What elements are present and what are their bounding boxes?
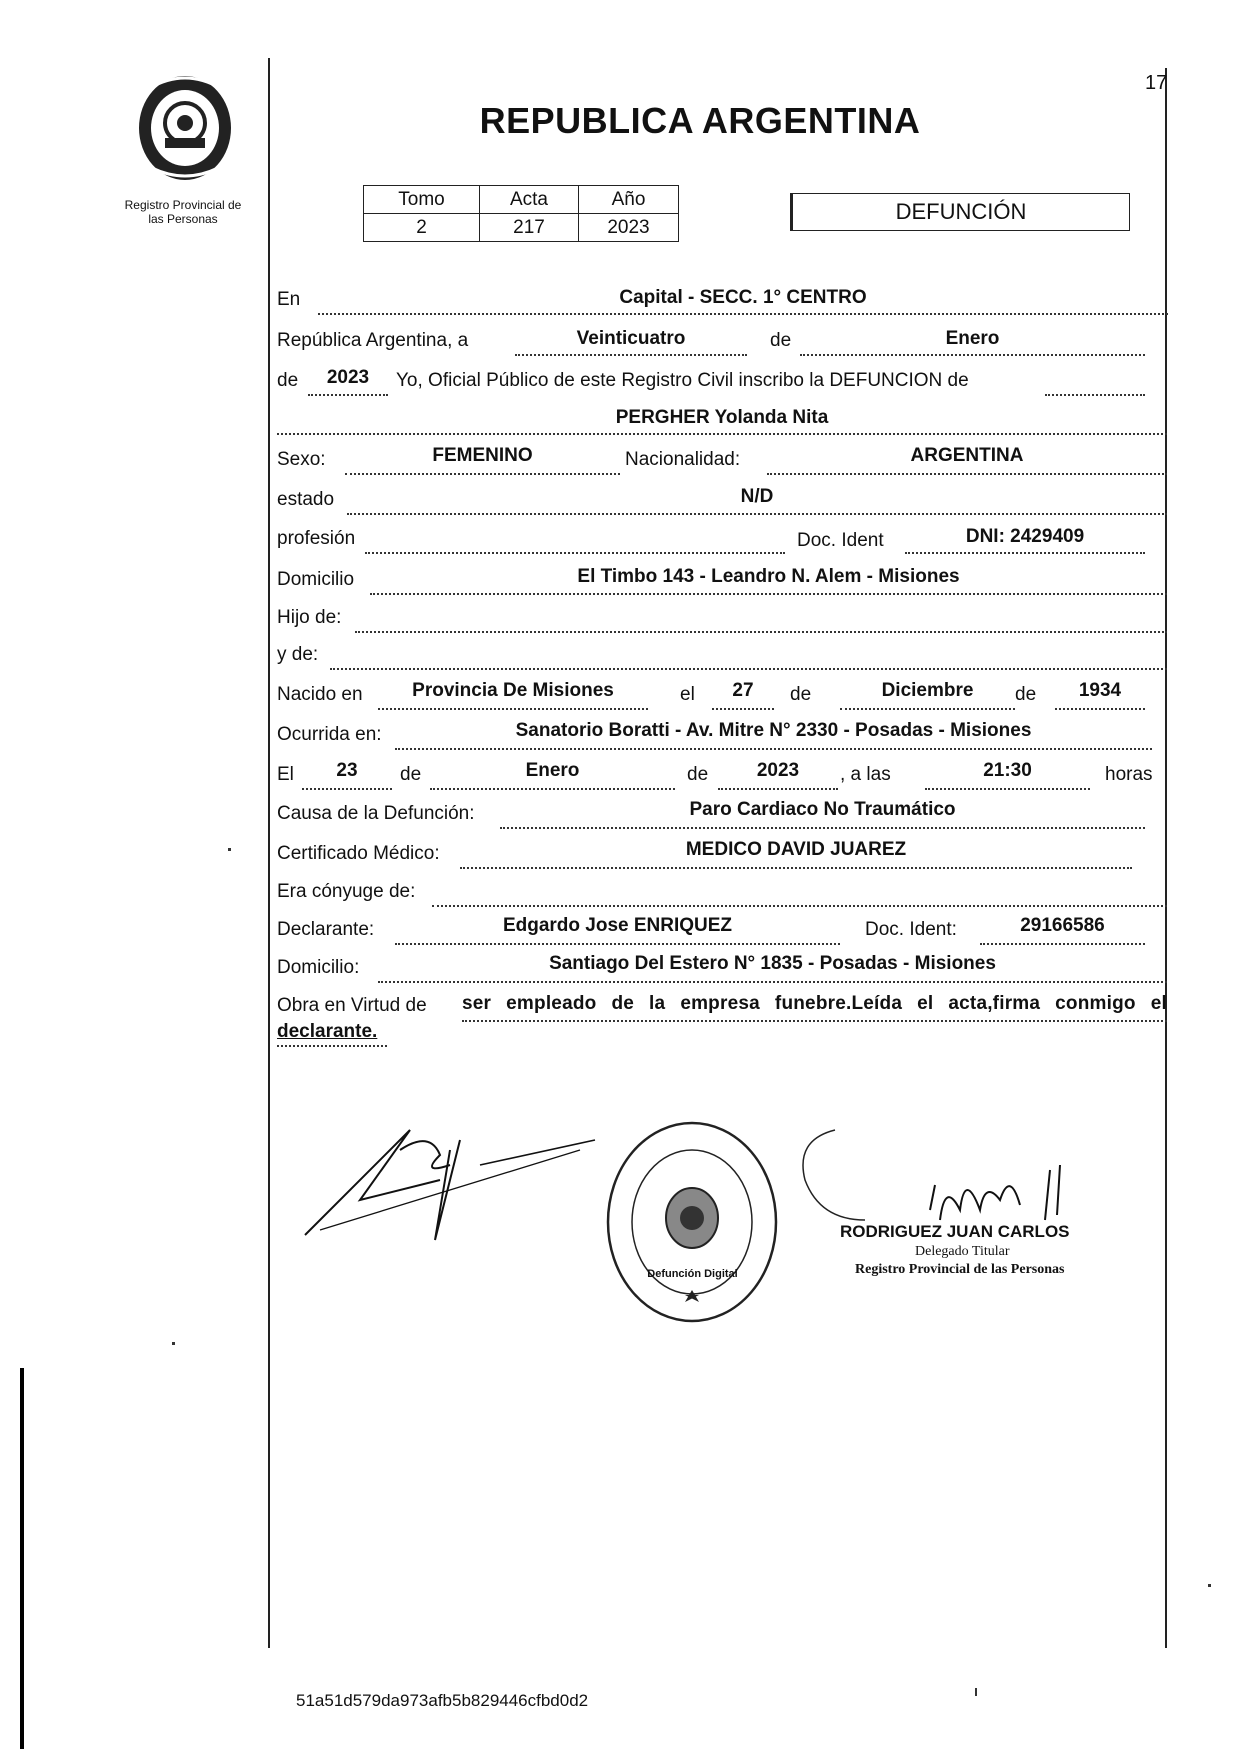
en-underline (318, 313, 1168, 315)
declarant-signature (300, 1110, 600, 1250)
nacido-lugar-underline (378, 708, 648, 710)
en-value: Capital - SECC. 1° CENTRO (619, 287, 867, 308)
doc-ident-underline (905, 552, 1145, 554)
sexo-underline (345, 473, 620, 475)
record-type-label: DEFUNCIÓN (895, 199, 1027, 224)
decl-doc-label: Doc. Ident: (865, 919, 957, 940)
de-label: de (770, 330, 792, 351)
reference-table-header-row (364, 186, 679, 214)
estado-underline (347, 513, 1167, 515)
doc-ident-value: DNI: 2429409 (965, 526, 1085, 547)
registry-caption (88, 198, 278, 226)
decl-domicilio-label: Domicilio: (277, 957, 360, 978)
causa-underline (500, 827, 1145, 829)
official-office: Registro Provincial de las Personas (855, 1262, 1065, 1277)
domicilio-underline (370, 593, 1167, 595)
reference-header-anio: Año (579, 186, 679, 214)
ocurrida-underline (395, 748, 1152, 750)
nacido-el-label: el (680, 684, 695, 705)
el-mes-value: Enero (525, 760, 580, 781)
anio-prefix-label: de (277, 370, 299, 391)
profesion-underline (365, 552, 785, 554)
reference-value-acta: 217 (480, 214, 579, 242)
conyuge-underline (432, 905, 1167, 907)
nombre-underline (277, 433, 1167, 435)
causa-value: Paro Cardiaco No Traumático (689, 799, 956, 820)
hijo-underline (355, 631, 1167, 633)
obra-value-line1: ser empleado de la empresa funebre.Leída el acta,firma conmigo el (462, 993, 1167, 1014)
ocurrida-value: Sanatorio Boratti - Av. Mitre N° 2330 - Posadas - Misiones (515, 720, 1032, 741)
official-title: Delegado Titular (915, 1244, 1010, 1259)
certificado-label: Certificado Médico: (277, 843, 440, 864)
stamp-inner-text: Defunción Digital (647, 1268, 738, 1280)
nacido-de2-label: de (1015, 684, 1037, 705)
yde-underline (330, 668, 1167, 670)
decl-domicilio-value: Santiago Del Estero N° 1835 - Posadas - Misiones (549, 953, 996, 974)
el-mes-underline (430, 788, 675, 790)
horas-label: horas (1105, 764, 1153, 785)
hora-underline (925, 788, 1090, 790)
nacido-dia-underline (712, 708, 774, 710)
page-number: 17 (1145, 72, 1168, 94)
el-label: El (277, 764, 294, 785)
certificado-value: MEDICO DAVID JUAREZ (685, 839, 907, 860)
scan-speck (975, 1688, 977, 1696)
left-margin-line (268, 58, 270, 1648)
el-de2-label: de (687, 764, 709, 785)
decl-doc-value: 29166586 (1020, 915, 1105, 936)
registry-seal-emblem (130, 68, 240, 186)
nacido-anio-value: 1934 (1078, 680, 1122, 701)
nacionalidad-label: Nacionalidad: (625, 449, 741, 470)
dia-underline (515, 354, 747, 356)
stamp-ring-icon (605, 1120, 780, 1325)
reference-header-acta: Acta (480, 186, 579, 214)
reference-value-anio: 2023 (579, 214, 679, 242)
mes-underline (800, 354, 1145, 356)
estado-label: estado (277, 489, 335, 510)
sexo-label: Sexo: (277, 449, 326, 470)
registry-seal (130, 68, 240, 186)
scan-speck (228, 848, 231, 851)
hijo-label: Hijo de: (277, 607, 342, 628)
domicilio-value: El Timbo 143 - Leandro N. Alem - Misiones (577, 566, 960, 587)
decl-doc-underline (980, 943, 1145, 945)
declarante-underline (395, 943, 840, 945)
official-name: RODRIGUEZ JUAN CARLOS (840, 1222, 1070, 1241)
el-de1-label: de (400, 764, 422, 785)
conyuge-label: Era cónyuge de: (277, 881, 416, 902)
record-type-box (790, 193, 1130, 231)
declarante-label: Declarante: (277, 919, 375, 940)
mes-value: Enero (945, 328, 1000, 349)
reference-value-tomo: 2 (364, 214, 480, 242)
official-block (840, 1222, 1120, 1278)
el-dia-underline (302, 788, 392, 790)
registry-caption-line1: Registro Provincial de (124, 198, 242, 212)
nacido-label: Nacido en (277, 684, 363, 705)
nacido-de1-label: de (790, 684, 812, 705)
el-anio-underline (718, 788, 838, 790)
doc-ident-label: Doc. Ident (797, 530, 884, 551)
dia-value: Veinticuatro (576, 328, 686, 349)
profesion-label: profesión (277, 528, 356, 549)
declarante-value: Edgardo Jose ENRIQUEZ (502, 915, 733, 936)
obra-underline-2 (277, 1045, 387, 1047)
reference-table-value-row (364, 214, 679, 242)
reference-header-tomo: Tomo (364, 186, 480, 214)
scan-speck (172, 1342, 175, 1345)
nacionalidad-underline (767, 473, 1167, 475)
nombre-value: PERGHER Yolanda Nita (615, 407, 829, 428)
document-hash: 51a51d579da973afb5b829446cfbd0d2 (296, 1691, 589, 1710)
scan-edge-line (20, 1368, 24, 1749)
alas-label: , a las (840, 764, 891, 785)
estado-value: N/D (740, 486, 774, 507)
page-title: REPUBLICA ARGENTINA (479, 100, 921, 141)
causa-label: Causa de la Defunción: (277, 803, 475, 824)
reference-table (363, 185, 679, 242)
nacido-dia-value: 27 (732, 680, 754, 701)
obra-label: Obra en Virtud de (277, 995, 427, 1016)
el-dia-value: 23 (336, 760, 358, 781)
ocurrida-label: Ocurrida en: (277, 724, 382, 745)
oficial-underline (1045, 394, 1145, 396)
decl-domicilio-underline (378, 981, 1167, 983)
obra-value-line2: declarante. (277, 1021, 378, 1042)
official-stamp (605, 1120, 780, 1325)
obra-underline-1 (462, 1020, 1167, 1022)
el-anio-value: 2023 (756, 760, 800, 781)
en-label: En (277, 289, 301, 310)
certificado-underline (460, 867, 1132, 869)
nacionalidad-value: ARGENTINA (910, 445, 1024, 466)
yde-label: y de: (277, 644, 319, 665)
nacido-lugar-value: Provincia De Misiones (412, 680, 614, 701)
anio-value: 2023 (326, 367, 370, 388)
nacido-mes-value: Diciembre (881, 680, 974, 701)
anio-underline (308, 394, 388, 396)
oficial-text: Yo, Oficial Público de este Registro Civil inscribo la DEFUNCION de (396, 370, 969, 391)
hora-value: 21:30 (983, 760, 1032, 781)
nacido-mes-underline (840, 708, 1015, 710)
scan-speck (1208, 1584, 1211, 1587)
nacido-anio-underline (1055, 708, 1145, 710)
domicilio-label: Domicilio (277, 569, 355, 590)
registry-caption-line2: las Personas (148, 212, 218, 226)
republica-label: República Argentina, a (277, 330, 469, 351)
sexo-value: FEMENINO (432, 445, 533, 466)
